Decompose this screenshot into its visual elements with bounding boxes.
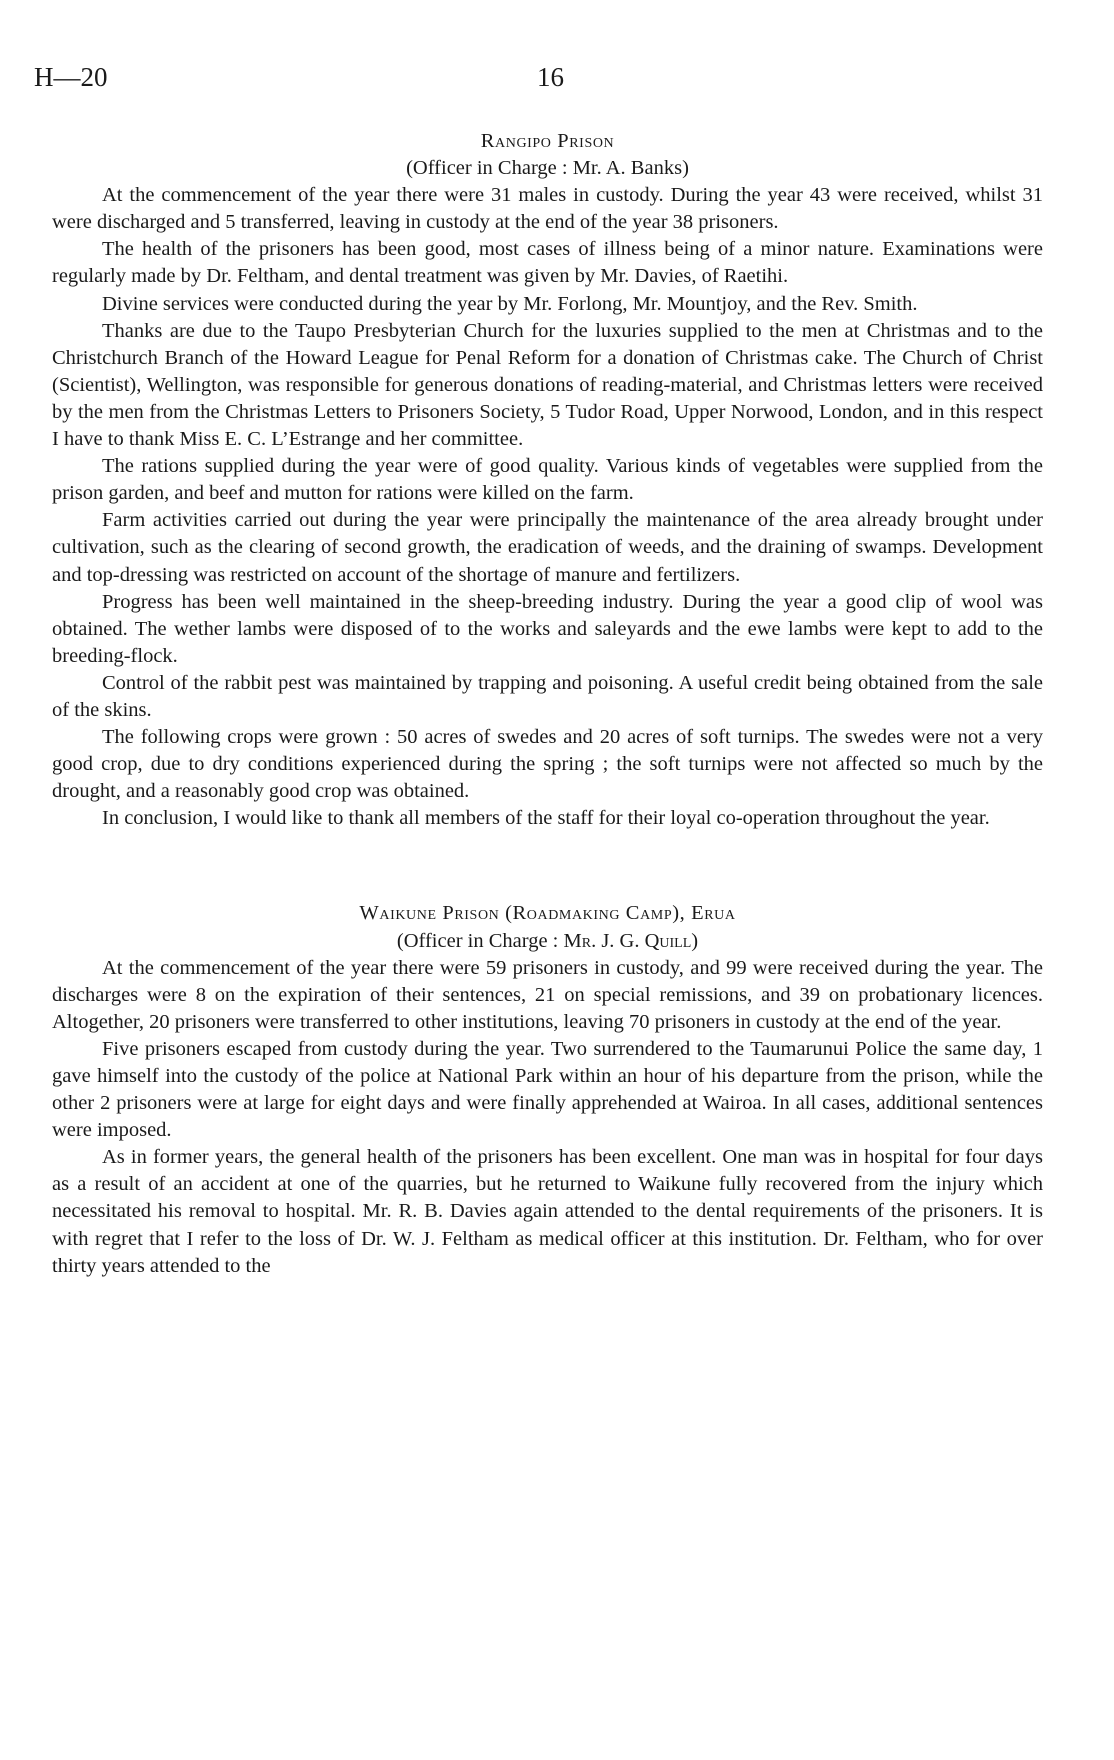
body-text bbox=[52, 128, 1043, 1280]
officer-label: (Officer in Charge : bbox=[406, 157, 573, 180]
paragraph: Divine services were conducted during the year by Mr. Forlong, Mr. Mountjoy, and the Rev. Smith. bbox=[102, 292, 918, 315]
section-title: Rangipo Prison bbox=[480, 130, 615, 152]
officer-close: ) bbox=[682, 157, 689, 180]
officer-name: Mr. J. G. Quill bbox=[563, 929, 692, 952]
section-rangipo-prison bbox=[52, 128, 1043, 832]
officer-name: Mr. A. Banks bbox=[572, 157, 683, 180]
section-divider-space bbox=[52, 832, 1043, 900]
paragraph: In conclusion, I would like to thank all members of the staff for their loyal co-operation throughout the year. bbox=[102, 807, 990, 830]
paragraph: Progress has been well maintained in the sheep-breeding industry. During the year a good clip of wool was obtained. The wether lambs were disposed of to the works and saleyards and the ewe lambs were kept to add to the breeding-flock. bbox=[52, 590, 1043, 667]
paragraph: The following crops were grown : 50 acres of swedes and 20 acres of soft turnips. The swedes were not a very good crop, due to dry conditions experienced during the spring ; the soft turnips were not affected so much by the drought, and a reasonably good crop was obtained. bbox=[52, 726, 1043, 803]
paragraph: Five prisoners escaped from custody during the year. Two surrendered to the Taumarunui Police the same day, 1 gave himself into the custody of the police at National Park within an hour of his departure from the prison, while the other 2 prisoners were at large for eight days and were finally apprehended at Wairoa. In all cases, additional sentences were imposed. bbox=[52, 1037, 1043, 1142]
document-code: H—20 bbox=[34, 62, 108, 92]
officer-in-charge bbox=[52, 928, 1043, 955]
paragraph: Thanks are due to the Taupo Presbyterian Church for the luxuries supplied to the men at Christmas and to the Christchurch Branch of the Howard League for Penal Reform for a donation of Christmas cake. The Church of Christ (Scientist), Wellington, was responsible for generous donations of reading-material, and Christmas letters were received by the men from the Christmas Letters to Prisoners Society, 5 Tudor Road, Upper Norwood, London, and in this respect I have to thank Miss E. C. L’Estrange and her committee. bbox=[52, 319, 1043, 451]
paragraph: As in former years, the general health of the prisoners has been excellent. One man was in hospital for four days as a result of an accident at one of the quarries, but he returned to Waikune fully recovered from the injury which necessitated his removal to hospital. Mr. R. B. Davies again attended to the dental requirements of the prisoners. It is with regret that I refer to the loss of Dr. W. J. Feltham as medical officer at this institution. Dr. Feltham, who for over thirty years attended to the bbox=[52, 1146, 1043, 1277]
paragraph: The rations supplied during the year were of good quality. Various kinds of vegetables were supplied from the prison garden, and beef and mutton for rations were killed on the farm. bbox=[52, 455, 1043, 505]
officer-close: ) bbox=[691, 929, 699, 952]
paragraph: At the commencement of the year there were 59 prisoners in custody, and 99 were received during the year. The discharges were 8 on the expiration of their sentences, 21 on special remissions, and 39 on probationary licences. Altogether, 20 prisoners were transferred to other institutions, leaving 70 prisoners in custody at the end of the year. bbox=[52, 956, 1043, 1033]
running-head bbox=[0, 62, 1114, 102]
paragraph: At the commencement of the year there were 31 males in custody. During the year 43 were received, whilst 31 were discharged and 5 transferred, leaving in custody at the end of the year 38 prisoners. bbox=[52, 184, 1043, 234]
section-waikune-prison bbox=[52, 900, 1043, 1279]
page-number: 16 bbox=[537, 62, 564, 92]
officer-label: (Officer in Charge : bbox=[396, 929, 564, 952]
paragraph: Control of the rabbit pest was maintained by trapping and poisoning. A useful credit being obtained from the sale of the skins. bbox=[52, 671, 1043, 721]
paragraph: The health of the prisoners has been good, most cases of illness being of a minor nature. Examinations were regularly made by Dr. Feltham, and dental treatment was given by Mr. Davies, of Raetihi. bbox=[52, 238, 1043, 288]
officer-in-charge bbox=[52, 155, 1043, 182]
paragraph: Farm activities carried out during the year were principally the maintenance of the area already brought under cultivation, such as the clearing of second growth, the eradication of weeds, and the draining of swamps. Development and top-dressing was restricted on account of the shortage of manure and fertilizers. bbox=[52, 509, 1043, 586]
section-title: Waikune Prison (Roadmaking Camp), Erua bbox=[359, 902, 736, 925]
